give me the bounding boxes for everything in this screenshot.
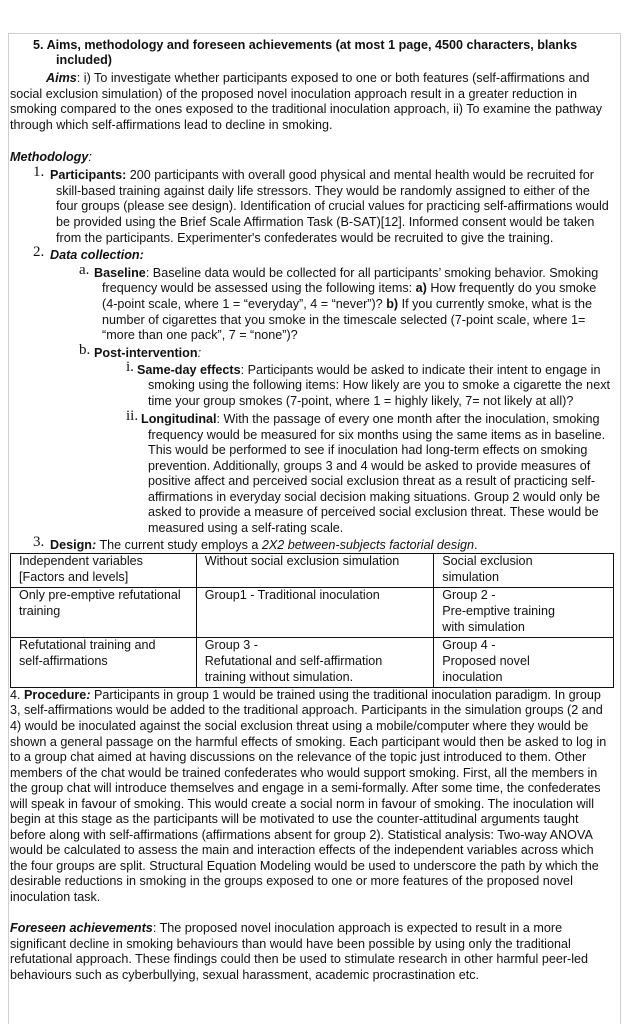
procedure-line-11: would be calculated to assess the main and interaction effects of the independent variables across which	[10, 843, 594, 857]
methodology-heading: Methodology:	[10, 150, 92, 164]
baseline-letter: a.	[79, 262, 90, 278]
table-cell: Group 3 - Refutational and self-affirmation training without simulation.	[196, 638, 434, 688]
same-day-line-3: time your group smokes (7-point, where 1 = highly likely, 7= not likely at all)?	[148, 394, 574, 408]
table-row	[11, 638, 614, 688]
longitudinal-line-5: positive affect and perceived social exclusion threat as a result of practicing self-	[148, 474, 596, 488]
table-header-row	[11, 554, 614, 588]
longitudinal-number: ii.	[126, 408, 139, 424]
procedure-line-10: before along with self-affirmations (affirmations absent for group 2). Statistical analysis: Two-way ANOVA	[10, 828, 593, 842]
participants-line-5: from the participants. Experimenter's confederates would be recruited to give the training.	[56, 231, 554, 245]
procedure-line-7: the group chat will introduce themselves and engage in a semi-formally. After some time, the confederates	[10, 781, 601, 795]
data-collection-number: 2.	[33, 244, 45, 260]
data-collection-heading: Data collection:	[50, 248, 144, 262]
longitudinal-line-2: frequency would be measured for six months using the same items as in baseline.	[148, 428, 606, 442]
procedure-line-1: 4. Procedure: Participants in group 1 would be trained using the traditional inoculation paradigm. In group	[10, 688, 601, 702]
participants-line-2: skill-based training against daily life stressors. They would be randomly assigned to either of the	[56, 184, 590, 198]
foreseen-label: Foreseen achievements	[10, 921, 153, 935]
procedure-line-12: the four groups are split. Structural Equation Modeling would be used to underscore the path by which the	[10, 859, 599, 873]
baseline-line-5: “more than one pack”, 7 = “none”)?	[102, 328, 298, 342]
same-day-line-2: smoking using the following items: How likely are you to smoke a cigarette the next	[148, 378, 610, 392]
table-cell: Group1 - Traditional inoculation	[196, 588, 434, 638]
aims-line-2: social exclusion simulation) of the proposed novel inoculation approach result in a greater reduction in	[10, 87, 578, 101]
baseline-line-4: number of cigarettes that you smoke in the timescale selected (7-point scale, where 1=	[102, 313, 586, 327]
section-number: 5.	[33, 38, 44, 52]
procedure-line-6: members of the chat would be trained confederates who would support smoking. First, all the members in	[10, 766, 598, 780]
participants-line-1: Participants: 200 participants with overall good physical and mental health would be recruited for	[50, 168, 594, 182]
same-day-line-1: Same-day effects: Participants would be asked to indicate their intent to engage in	[137, 363, 601, 377]
procedure-line-2: 3, self-affirmations would be added to the traditional approach. Participants in the simulation groups (2 and	[10, 703, 603, 717]
design-table	[10, 553, 614, 688]
section-title-line2: included)	[56, 53, 112, 67]
longitudinal-line-3: This would be performed to see if inoculation had long-term effects on smoking	[148, 443, 588, 457]
participants-line-3: four groups (please see design). Identification of crucial values for practicing self-affirmations would	[56, 199, 609, 213]
foreseen-line-2: significant decline in smoking behaviours than would have been possible by using only the traditional	[10, 937, 571, 951]
procedure-line-5: to a group chat aimed at having discussions on the relevance of the topic just introduced to them. Other	[10, 750, 587, 764]
baseline-line-2: frequency would be assessed using the following items: a) How frequently do you smoke	[102, 281, 597, 295]
post-intervention-letter: b.	[79, 342, 91, 358]
post-intervention-heading: Post-intervention:	[94, 346, 202, 360]
design-line: Design: The current study employs a 2X2 between-subjects factorial design.	[50, 538, 478, 552]
aims-line-3: smoking compared to the ones exposed to the traditional inoculation approach, ii) To examine the pathway	[10, 102, 603, 116]
table-cell: Refutational training and self-affirmations	[11, 638, 197, 688]
foreseen-line-3: refutational approach. These findings could then be used to stimulate research in other harmful peer-led	[10, 952, 589, 966]
aims-line-4: through which self-affirmations lead to decline in smoking.	[10, 118, 333, 132]
procedure-line-13: desirable reductions in smoking in the groups exposed to one or more features of the proposed novel	[10, 874, 573, 888]
longitudinal-line-8: measured using a self-rating scale.	[148, 521, 344, 535]
baseline-line-1: Baseline: Baseline data would be collected for all participants’ smoking behavior. Smoking	[94, 266, 599, 280]
table-cell: Independent variables [Factors and levels]	[11, 554, 197, 588]
longitudinal-line-4: prevention. Additionally, groups 3 and 4 would be asked to provide measures of	[148, 459, 591, 473]
table-cell: Group 2 - Pre-emptive training with simulation	[434, 588, 614, 638]
aims-label: Aims	[46, 71, 77, 85]
foreseen-line-4: behaviours such as cyberbullying, sexual harassment, academic procrastination etc.	[10, 968, 480, 982]
foreseen-line-1: Foreseen achievements: The proposed novel inoculation approach is expected to result in a more	[10, 921, 563, 935]
table-row	[11, 588, 614, 638]
aims-line-1: Aims: i) To investigate whether participants exposed to one or both features (self-affirmations and	[46, 71, 590, 85]
procedure-line-3: 4) would be inoculated against the social exclusion threat using a mobile/computer where they would be	[10, 719, 589, 733]
table-cell: Without social exclusion simulation	[196, 554, 434, 588]
section-title-line1: Aims, methodology and foreseen achievements (at most 1 page, 4500 characters, blanks	[46, 38, 578, 52]
same-day-number: i.	[126, 359, 134, 375]
procedure-line-14: inoculation task.	[10, 890, 101, 904]
design-number: 3.	[33, 534, 45, 550]
section-heading	[33, 38, 577, 54]
procedure-line-9: begin at this stage as the participants will be motivated to use the counter-attitudinal arguments taught	[10, 812, 579, 826]
table-cell: Group 4 - Proposed novel inoculation	[434, 638, 614, 688]
longitudinal-line-6: affirmations in everyday social decision making situations. Group 2 would only be	[148, 490, 600, 504]
longitudinal-line-7: asked to provide a measure of perceived social exclusion threat. These would be	[148, 505, 599, 519]
longitudinal-line-1: Longitudinal: With the passage of every one month after the inoculation, smoking	[141, 412, 600, 426]
participants-number: 1.	[33, 164, 45, 180]
baseline-line-3: (4-point scale, where 1 = “everyday”, 4 = “never”)? b) If you currently smoke, what is the	[102, 297, 592, 311]
table-cell: Social exclusion simulation	[434, 554, 614, 588]
procedure-line-8: will speak in favour of smoking. This would create a social norm in favour of smoking. The inoculation will	[10, 797, 595, 811]
procedure-line-4: shown a general passage on the harmful effects of smoking. Each participant would then be asked to log in	[10, 735, 607, 749]
participants-line-4: be provided using the Brief Scale Affirmation Task (B-SAT)[12]. Informed consent would be taken	[56, 215, 595, 229]
table-cell: Only pre-emptive refutational training	[11, 588, 197, 638]
